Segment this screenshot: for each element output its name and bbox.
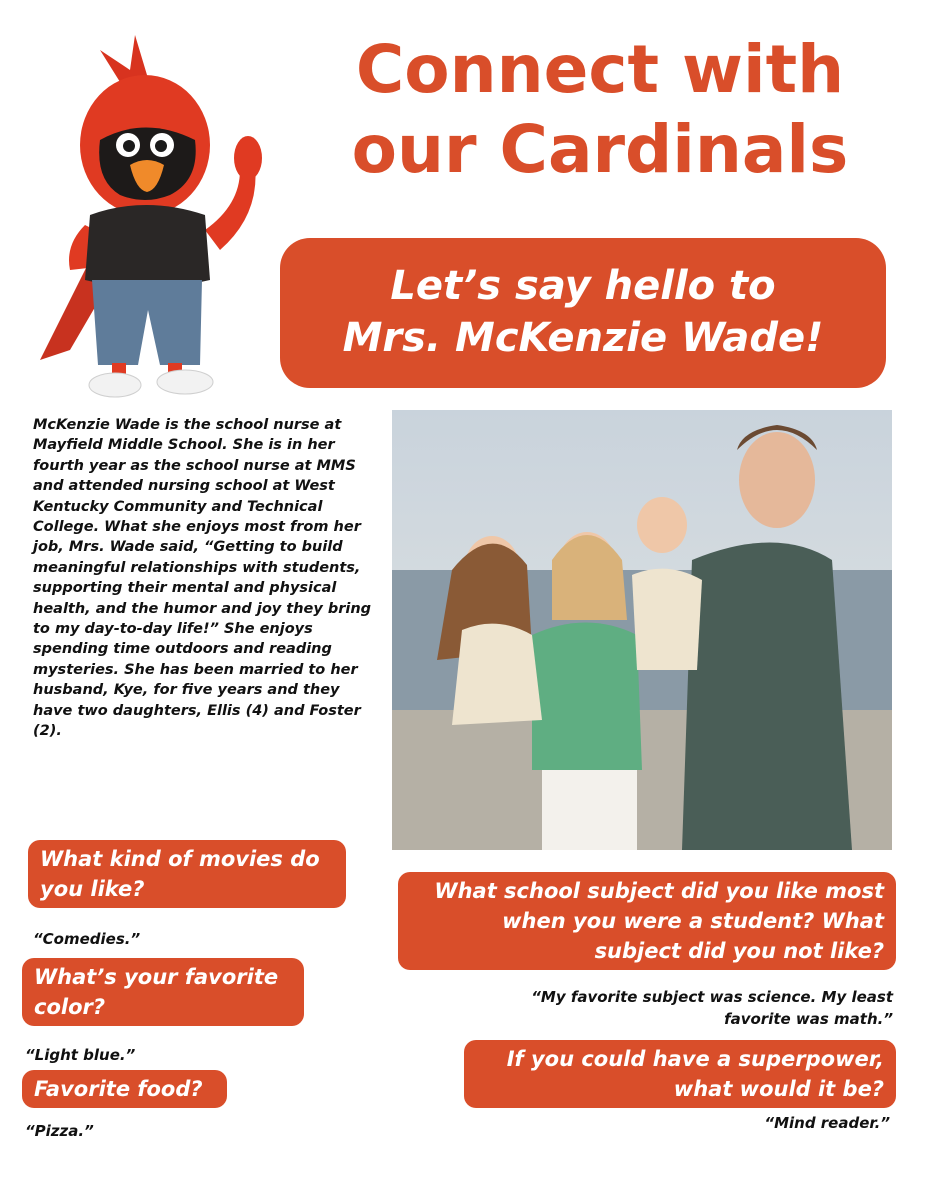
- question-superpower: [464, 1040, 896, 1108]
- title-line-1: Connect with: [355, 31, 845, 108]
- question-line: What kind of movies do: [40, 847, 320, 871]
- question-color: [22, 958, 304, 1026]
- question-movies: [28, 840, 346, 908]
- question-line: when you were a student? What: [502, 909, 884, 933]
- hello-line-1: Let’s say hello to: [390, 263, 776, 309]
- page-title: [290, 30, 910, 190]
- cardinal-mascot: [30, 30, 270, 400]
- answer-line: “My favorite subject was science. My least: [531, 988, 893, 1006]
- question-food: [22, 1070, 227, 1108]
- question-line: subject did you not like?: [594, 939, 884, 963]
- question-line: Favorite food?: [34, 1077, 203, 1101]
- question-line: If you could have a superpower,: [506, 1047, 884, 1071]
- question-line: What’s your favorite: [34, 965, 279, 989]
- answer-food: “Pizza.”: [25, 1122, 94, 1140]
- answer-line: favorite was math.”: [724, 1010, 893, 1028]
- answer-superpower: “Mind reader.”: [764, 1114, 890, 1132]
- answer-movies: “Comedies.”: [33, 930, 141, 948]
- question-line: What school subject did you like most: [434, 879, 884, 903]
- title-line-2: our Cardinals: [351, 111, 849, 188]
- question-line: what would it be?: [673, 1077, 884, 1101]
- question-line: color?: [34, 995, 106, 1019]
- bio-paragraph: McKenzie Wade is the school nurse at Mayfield Middle School. She is in her fourth year as the school nurse at MMS and attended nursing school at West Kentucky Community and Technical College. What she enjoys most from her job, Mrs. Wade said, “Getting to build meaningful relationships with students, supporting their mental and physical health, and the humor and joy they bring to my day-to-day life!” She enjoys spending time outdoors and reading mysteries. She has been married to her husband, Kye, for five years and they have two daughters, Ellis (4) and Foster (2).: [33, 417, 372, 740]
- hello-banner: [280, 238, 886, 388]
- question-line: you like?: [40, 877, 145, 901]
- hello-line-2: Mrs. McKenzie Wade!: [342, 315, 824, 361]
- question-subject: [398, 872, 896, 970]
- family-photo: [392, 410, 892, 850]
- answer-subject: [440, 986, 893, 1030]
- answer-color: “Light blue.”: [25, 1046, 136, 1064]
